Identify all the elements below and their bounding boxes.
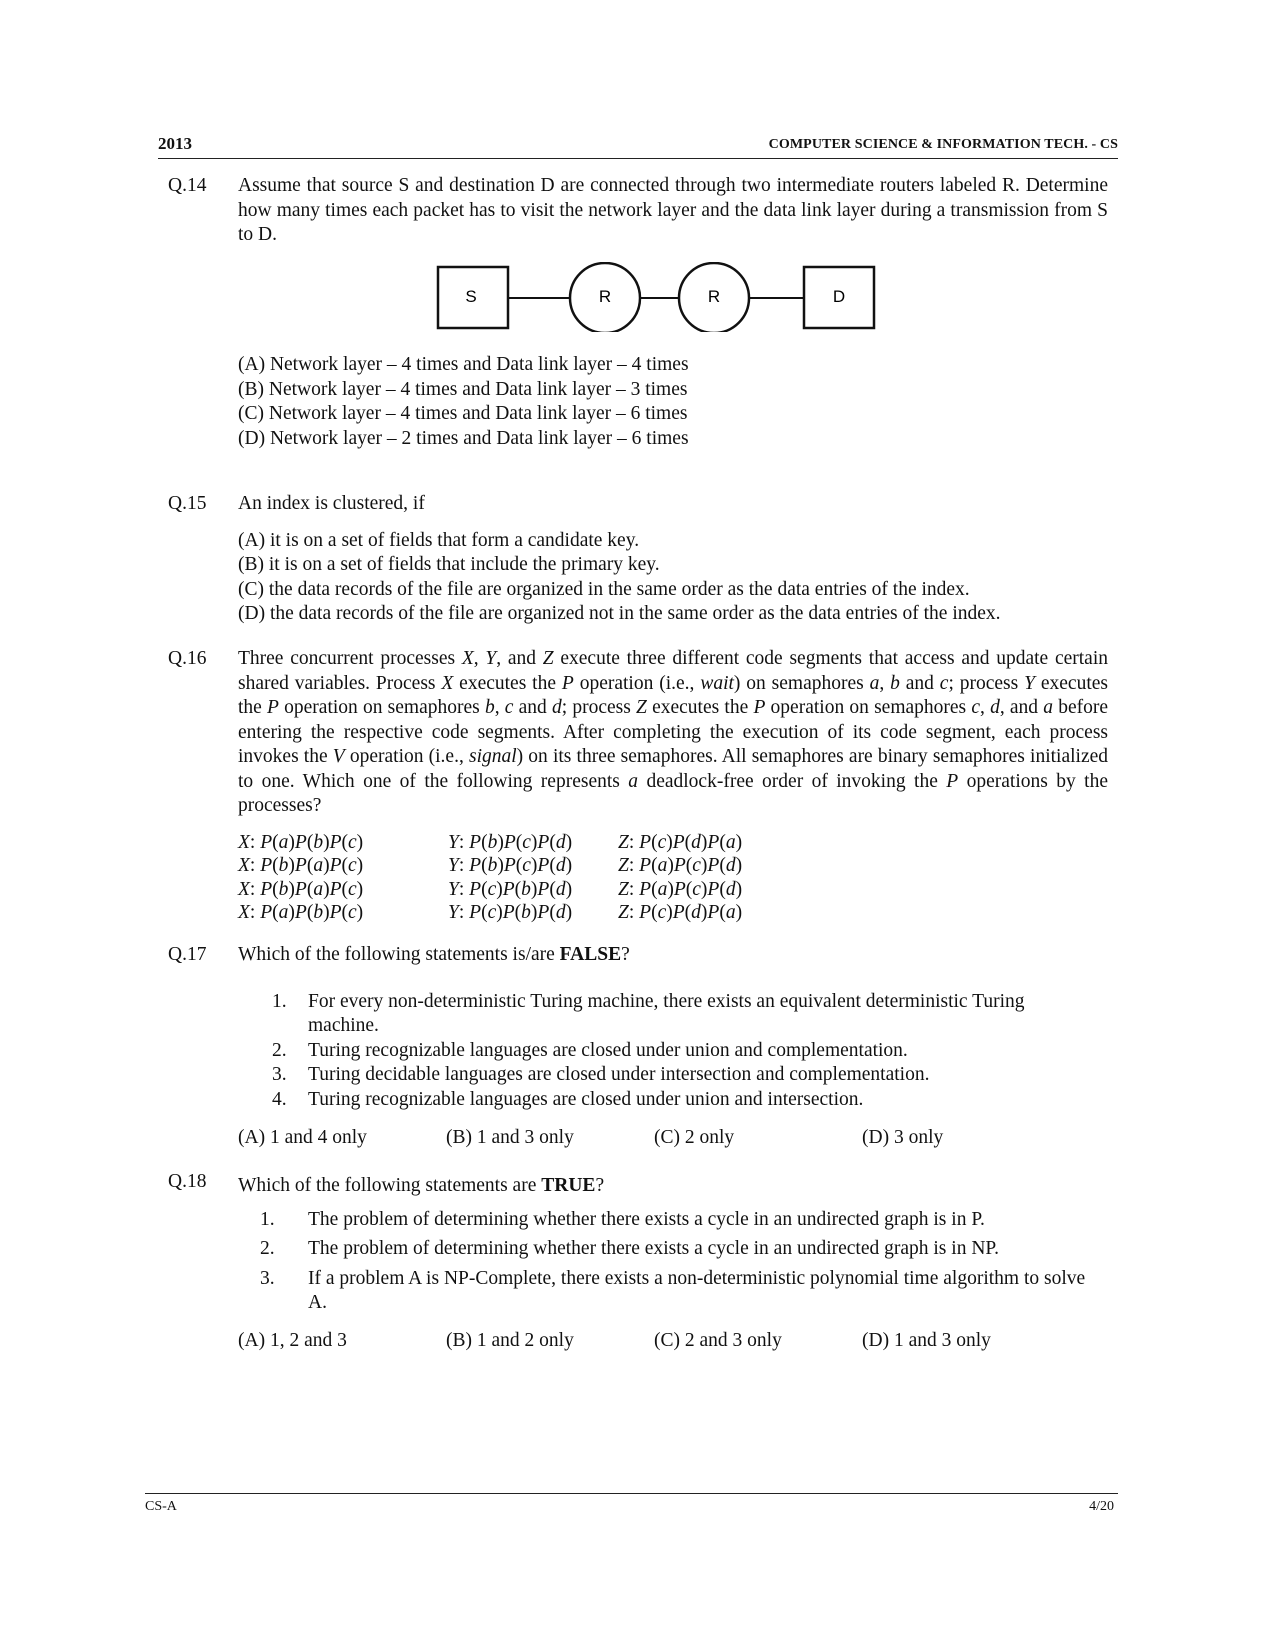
- statement-number: 2.: [272, 1039, 287, 1061]
- question-17: [168, 943, 1108, 1151]
- option-a-x: X: P(a)P(b)P(c): [238, 831, 364, 853]
- option-c[interactable]: (C) the data records of the file are organized in the same order as the data entries of the index.: [238, 578, 970, 600]
- exam-year: 2013: [158, 134, 192, 153]
- stem-end: ?: [595, 1175, 605, 1196]
- network-diagram: [436, 262, 1108, 340]
- option-b-x: X: P(b)P(a)P(c): [238, 855, 364, 876]
- question-18: [168, 1170, 1108, 1353]
- statement-2: [256, 1234, 1086, 1264]
- option-d-x: X: P(a)P(b)P(c): [238, 902, 364, 923]
- question-stem: Assume that source S and destination D are connected through two intermediate routers labeled R. Determine how many times each packet has to visit the network layer and the data link layer during a transmission from S to D.: [238, 175, 1108, 245]
- statement-text: Turing decidable languages are closed under intersection and complementation.: [308, 1064, 930, 1085]
- stem-emphasis: TRUE: [541, 1175, 596, 1196]
- option-b-z: Z: P(a)P(c)P(d): [618, 855, 743, 876]
- option-b[interactable]: (B) it is on a set of fields that include the primary key.: [238, 554, 660, 575]
- stem-end: ?: [621, 944, 630, 965]
- question-number: Q.17: [168, 944, 207, 965]
- statement-1: [256, 1205, 1086, 1235]
- node-label-destination: D: [832, 286, 846, 306]
- option-d-y: Y: P(c)P(b)P(d): [448, 902, 573, 923]
- question-number: Q.18: [168, 1171, 207, 1192]
- option-d[interactable]: [238, 901, 1108, 925]
- question-number: Q.15: [168, 493, 207, 514]
- question-stem: [238, 943, 1108, 968]
- option-b[interactable]: [238, 854, 1108, 878]
- answer-options: [238, 1329, 1108, 1354]
- question-15: [168, 492, 1108, 627]
- stem-text: Which of the following statements is/are: [238, 944, 560, 965]
- question-stem: Three concurrent processes X, Y, and Z execute three different code segments that access and update certain shared variables. Process X executes the P operation (i.e., wait) on semaphores a, b and c; process Y executes the P operation on semaphores b, c and d; process Z executes the P operation on semaphores c, d, and a before entering the respective code segments. After completing the execution of its code segment, each process invokes the V operation (i.e., signal) on its three semaphores. All semaphores are binary semaphores initialized to one. Which one of the following represents a deadlock-free order of invoking the P operations by the processes?: [238, 648, 1109, 816]
- statement-number: 1.: [260, 1208, 275, 1230]
- option-c-y: Y: P(c)P(b)P(d): [448, 878, 573, 900]
- option-a[interactable]: (A) 1 and 4 only: [238, 1127, 367, 1148]
- option-c[interactable]: (C) 2 and 3 only: [654, 1329, 782, 1351]
- statement-4: [268, 1088, 1028, 1113]
- option-b[interactable]: (B) Network layer – 4 times and Data link layer – 3 times: [238, 378, 688, 400]
- answer-options: [238, 353, 1108, 451]
- option-a-y: Y: P(b)P(c)P(d): [448, 831, 573, 853]
- option-a[interactable]: (A) 1, 2 and 3: [238, 1329, 347, 1351]
- option-c[interactable]: (C) 2 only: [654, 1127, 735, 1148]
- statement-text: For every non-deterministic Turing machine, there exists an equivalent deterministic Turing machine.: [308, 990, 1025, 1036]
- answer-options: [238, 529, 1108, 627]
- question-number: Q.14: [168, 175, 207, 196]
- page-number: 4/20: [1089, 1499, 1114, 1514]
- option-d[interactable]: (D) 3 only: [862, 1127, 944, 1148]
- exam-subject: COMPUTER SCIENCE & INFORMATION TECH. - CS: [768, 137, 1118, 152]
- statement-list: [256, 1205, 1086, 1315]
- statement-text: The problem of determining whether there exists a cycle in an undirected graph is in NP.: [308, 1238, 999, 1259]
- option-d[interactable]: (D) 1 and 3 only: [862, 1329, 991, 1351]
- option-c-x: X: P(b)P(a)P(c): [238, 878, 364, 900]
- answer-options: [238, 831, 1108, 925]
- option-b[interactable]: (B) 1 and 3 only: [446, 1127, 574, 1148]
- option-c-z: Z: P(a)P(c)P(d): [618, 878, 743, 900]
- node-label-source: S: [465, 286, 477, 306]
- option-d-z: Z: P(c)P(d)P(a): [618, 902, 743, 923]
- statement-text: Turing recognizable languages are closed under union and intersection.: [308, 1088, 864, 1110]
- page-header: [158, 128, 1118, 159]
- option-b-y: Y: P(b)P(c)P(d): [448, 855, 573, 876]
- question-stem: [238, 1170, 1108, 1199]
- option-d[interactable]: (D) Network layer – 2 times and Data link layer – 6 times: [238, 427, 689, 449]
- answer-options: [238, 1126, 1108, 1151]
- statement-number: 1.: [272, 990, 287, 1012]
- question-14: [168, 174, 1108, 451]
- question-16: [168, 647, 1108, 925]
- statement-number: 3.: [260, 1267, 275, 1289]
- option-d[interactable]: (D) the data records of the file are organized not in the same order as the data entries of the index.: [238, 603, 1001, 624]
- option-a[interactable]: (A) it is on a set of fields that form a candidate key.: [238, 529, 640, 551]
- statement-text: If a problem A is NP-Complete, there exists a non-deterministic polynomial time algorithm to solve A.: [308, 1267, 1086, 1313]
- question-stem: An index is clustered, if: [238, 493, 425, 514]
- statement-2: [268, 1039, 1028, 1064]
- statement-number: 3.: [272, 1064, 287, 1085]
- statement-text: The problem of determining whether there exists a cycle in an undirected graph is in P.: [308, 1208, 985, 1230]
- stem-emphasis: FALSE: [559, 944, 622, 965]
- statement-1: [268, 990, 1028, 1039]
- page-footer: [145, 1493, 1118, 1518]
- option-a[interactable]: (A) Network layer – 4 times and Data link layer – 4 times: [238, 354, 689, 375]
- statement-3: [268, 1063, 1028, 1088]
- statement-list: [268, 990, 1028, 1113]
- option-a-z: Z: P(c)P(d)P(a): [618, 831, 743, 853]
- stem-text: Which of the following statements are: [238, 1175, 542, 1196]
- paper-code: CS-A: [145, 1499, 177, 1514]
- option-c[interactable]: (C) Network layer – 4 times and Data link layer – 6 times: [238, 403, 688, 424]
- node-label-router-1: R: [598, 286, 612, 306]
- statement-number: 2.: [260, 1238, 275, 1259]
- statement-3: [256, 1264, 1086, 1315]
- statement-text: Turing recognizable languages are closed under union and complementation.: [308, 1039, 908, 1061]
- option-c[interactable]: [238, 878, 1108, 902]
- statement-number: 4.: [272, 1088, 287, 1110]
- question-number: Q.16: [168, 648, 207, 669]
- network-diagram-svg: [436, 262, 886, 332]
- option-b[interactable]: (B) 1 and 2 only: [446, 1329, 574, 1351]
- option-a[interactable]: [238, 831, 1108, 855]
- node-label-router-2: R: [707, 286, 721, 306]
